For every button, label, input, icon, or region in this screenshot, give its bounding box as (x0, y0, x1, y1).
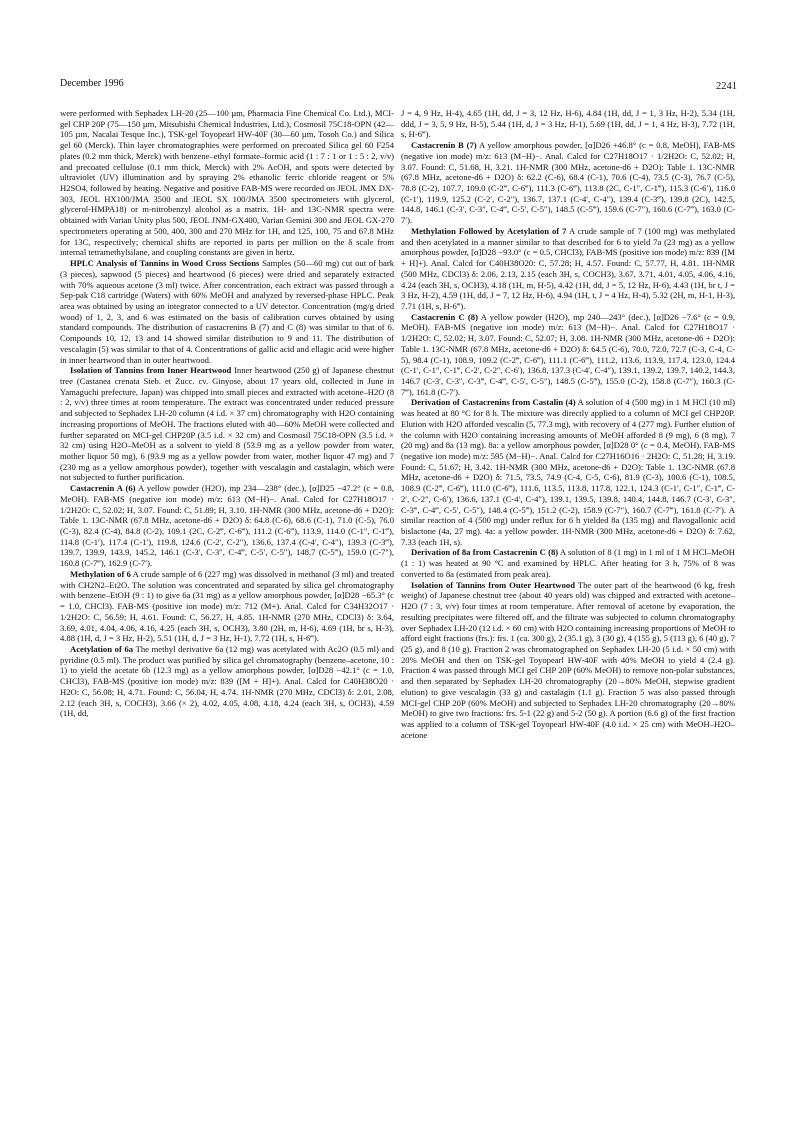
paragraph (401, 547, 735, 579)
paragraph-text: A crude sample of 6 (227 mg) was dissolved in methanol (3 ml) and treated with CH2N2–Et2O. The solution was concentrated and separated by silica gel chromatography with benzene–EtOH (9 : 1) to give 6a (31 mg) as a yellow amorphous powder, [α]D28 −65.3° (c = 1.0, CHCl3). FAB-MS (positive ion mode) m/z: 712 (M+). Anal. Calcd for C34H32O17 · 1/2H2O: C, 56.59; H, 4.61. Found: C, 56.27, H, 4.85. 1H-NMR (270 MHz, CDCl3) δ: 3.64, 3.69, 4.01, 4.04, 4.06, 4.16, 4.25 (each 3H, s, OCH3), 3.80 (2H, m, H-6), 4.69 (1H, br s, H-3), 4.88 (1H, d, J = 3 Hz, H-2), 5.51 (1H, d, J = 3 Hz, H-1), 7.72 (1H, s, H-6‴). (60, 568, 394, 644)
paragraph-text: A solution of 4 (500 mg) in 1 M HCl (10 ml) was heated at 80 °C for 8 h. The mixture was directly applied to a column of MCI gel CHP20P. Elution with H2O afforded vescalin (5, 77.3 mg), with recovery of 4 (277 mg). Further elution of the column with H2O containing increasing amounts of MeOH afforded 8 (9 mg), 6 (8 mg), 7 (20 mg) and 8a (13 mg). 8a: a yellow amorphous powder, [α]D28 0° (c = 0.4, MeOH). FAB-MS (negative ion mode) m/z: 595 (M−H)−. Anal. Calcd for C27H16O16 · 2H2O: C, 51.28; H, 3.19. Found: C, 51.67; H, 3.42. 1H-NMR (300 MHz, acetone-d6 + D2O): Table 1. 13C-NMR (67.8 MHz, acetone-d6 + D2O) δ: 71.5, 73.5, 74.9 (C-4, C-5, C-6), 81.9 (C-3), 100.6 (C-1), 108.5, 108.9 (C-2‴, C-6‴), 111.0 (C-6‴), 111.6, 113.5, 113.8, 117.8, 122.1, 124.3 (C-1′, C-1″, C-1‴, C-2′, C-2″, C-6′), 136.6, 137.1 (C-4′, C-4″), 139.1, 139.5, 139.8, 140.4, 144.8, 146.7 (C-3′, C-3″, C-3‴, C-4‴, C-5′, C-5″), 148.4 (C-5‴), 151.2 (C-2), 158.9 (C-7″), 160.7 (C-7‴), 161.8 (C-7′). A similar reaction of 4 (500 mg) under reflux for 6 h yielded 8a (135 mg) and flavogallonic acid bislactone (4a, 27 mg). 4a: a yellow powder. 1H-NMR (300 MHz, acetone-d6 + D2O) δ: 7.62, 7.33 (each 1H, s). (401, 397, 736, 547)
paragraph-text: were performed with Sephadex LH-20 (25—100 µm, Pharmacia Fine Chemical Co. Ltd.), MCI-gel CHP 20P (75—150 µm, Mitsubishi Chemical Industries, Ltd.), Cosmosil 75C18-OPN (42—105 µm, Nacalai Tesque Inc.), TSK-gel Toyopearl HW-40F (30—60 µm, Tosoh Co.) and Silica gel 60 (Merck). Thin layer chromatographies were performed on precoated Silica gel 60 F254 plates (0.2 mm thick, Merck) with benzene–ethyl formate–formic acid (1 : 7 : 1 or 1 : 5 : 2, v/v) and precoated cellulose (0.1 mm thick, Merck) with 2% AcOH, and spots were detected by ultraviolet (UV) illumination and by spraying 2% ethanolic ferric chloride reagent or 5% H2SO4, followed by heating. Negative and positive FAB-MS were recorded on JEOL JMX DX-303, JEOL HX100/JMA 3500 and JEOL SX 100/JMA 3500 spectrometers with glycerol, glycerol-HMPA18) or m-nitrobenzyl alcohol as a matrix. 1H- and 13C-NMR spectra were obtained with Varian Unity plus 500, JEOL JNM-GX400, Varian Gemini 300 and JEOL GX-270 spectrometers operating at 500, 400, 300 and 270 MHz for 1H, and 125, 100, 75 and 67.8 MHz for 13C, respectively; chemical shifts are reported in parts per million on the δ scale from internal tetramethylsilane, and coupling constants are given in hertz. (60, 108, 394, 258)
paragraph-heading: Derivation of 8a from Castacrenin C (8) (411, 547, 559, 558)
paragraph-heading: HPLC Analysis of Tannins in Wood Cross Sections (70, 258, 260, 269)
paragraph-text: A yellow amorphous powder, [α]D26 +46.8° (c = 0.8, MeOH), FAB-MS (negative ion mode) m/z: 613 (M−H)−. Anal. Calcd for C27H18O17 · 1/2H2O: C, 52.02; H, 3.07. Found: C, 51.68, H, 3.21. 1H-NMR (300 MHz, acetone-d6 + D2O): Table 1. 13C-NMR (67.8 MHz, acetone-d6 + D2O) δ: 62.2 (C-6), 68.4 (C-1), 70.6 (C-4), 73.5 (C-3), 76.7 (C-5), 78.8 (C-2), 107.7, 109.0 (C-2‴, C-6‴), 111.3 (C-6‴), 113.8 (2C, C-1″, C-1‴), 115.3 (C-6′), 116.0 (C-1′), 119.9, 125.2 (C-2′, C-2″), 136.7, 137.1 (C-4′, C-4″), 139.4 (C-3‴), 139.8 (2C), 142.5, 144.8, 146.1 (C-3′, C-3″, C-4‴, C-5′, C-5″), 148.5 (C-5‴), 159.6 (C-7″), 160.6 (C-7‴), 163.0 (C-7′). (401, 140, 735, 226)
paragraph (60, 258, 394, 365)
paragraph-heading: Isolation of Tannins from Inner Heartwood (70, 365, 232, 376)
paragraph-heading: Isolation of Tannins from Outer Heartwood (411, 579, 575, 590)
paragraph (401, 140, 735, 226)
paragraph-heading: Methylation Followed by Acetylation of 7 (411, 225, 567, 236)
page-number: 2241 (716, 81, 737, 92)
paragraph (60, 365, 394, 483)
paragraph-text: The outer part of the heartwood (6 kg, fresh weight) of Japanese chestnut tree (about 40 years old) was chipped and extracted with acetone–H2O (7 : 3, v/v) four times at room temperature. After removal of acetone by evaporation, the resulting precipitates were filtered off, and the filtrate was subjected to column chromatography over Sephadex LH-20 (12 i.d. × 60 cm) with H2O containing increasing proportions of MeOH to afford eight fractions (frs.): frs. 1 (ca. 300 g), 2 (35.1 g), 3 (30 g), 4 (155 g), 5 (113 g), 6 (40 g), 7 (25 g), and 8 (10 g). Fraction 2 was chromatographed on Sephadex LH-20 (5 i.d. × 50 cm) with 20% MeOH and then on TSK-gel Toyopearl HW-40F with 40% MeOH to yield 4 (2.4 g). Fraction 4 was passed through MCI gel CHP 20P (60% MeOH) to remove non-polar substances, and then separated by Sephadex LH-20 chromatography (20→80% MeOH, stepwise gradient elution) to give vescalagin (33 g) and castalagin (1.1 g). Fraction 5 was also passed through MCI-gel CHP 20P (60% MeOH) and subjected to Sephadex LH-20 chromatography (20→80% MeOH) to give two fractions: frs. 5-1 (22 g) and 5-2 (50 g). A portion (6.6 g) of the first fraction was applied to a column of TSK-gel Toyopearl HW-40F (4.0 i.d. × 25 cm) with MeOH–H2O–acetone (401, 579, 735, 740)
paragraph-text: The methyl derivative 6a (12 mg) was acetylated with Ac2O (0.5 ml) and pyridine (0.5 ml). The product was purified by silica gel chromatography (benzene–acetone, 10 : 1) to yield the acetate 6b (12.3 mg) as a yellow amorphous powder, [α]D28 −42.1° (c = 1.0, CHCl3), FAB-MS (positive ion mode) m/z: 839 ([M + H]+). Anal. Calcd for C40H38O20 · H2O: C, 56.08; H, 4.71. Found: C, 56.04, H, 4.74. 1H-NMR (270 MHz, CDCl3) δ: 2.01, 2.08, 2.12 (each 3H, s, COCH3), 3.66 (× 2), 4.02, 4.05, 4.08, 4.18, 4.24 (each 3H, s, OCH3), 4.59 (1H, dd, (60, 643, 394, 719)
paragraph-text: A solution of 8 (1 mg) in 1 ml of 1 M HCl–MeOH (1 : 1) was heated at 90 °C and examined by HPLC. After heating for 3 h, 75% of 8 was converted to 8a (estimated from peak area). (401, 547, 735, 579)
paragraph-heading: Castacrenin A (6) (70, 483, 136, 494)
paragraph-text: J = 4, 9 Hz, H-4), 4.65 (1H, dd, J = 3, 12 Hz, H-6), 4.84 (1H, dd, J = 1, 3 Hz, H-2), 5.34 (1H, ddd, J = 3, 5, 9 Hz, H-5), 5.44 (1H, d, J = 3 Hz, H-1), 5.69 (1H, dd, J = 1, 4 Hz, H-3), 7.72 (1H, s, H-6‴). (401, 108, 735, 140)
paragraph (60, 644, 394, 719)
paragraph (401, 312, 735, 398)
paragraph-heading: Castacrenin C (8) (411, 311, 478, 322)
paragraph-text: A yellow powder (H2O), mp 240—243° (dec.), [α]D26 −7.6° (c = 0.9, MeOH). FAB-MS (negative ion mode) m/z: 613 (M−H)−. Anal. Calcd for C27H18O17 · 1/2H2O: C, 52.02; H, 3.07. Found: C, 52.07; H, 3.08. 1H-NMR (300 MHz, acetone-d6 + D2O): Table 1. 13C-NMR (67.8 MHz, acetone-d6 + D2O) δ: 64.5 (C-6), 70.0, 72.0, 72.7 (C-3, C-4, C-5), 98.4 (C-1), 108.9, 109.2 (C-2‴, C-6‴), 111.1 (C-6‴), 111.2, 113.6, 113.9, 117.4, 123.0, 124.4 (C-1′, C-1″, C-1‴, C-2′, C-2″, C-6′), 136.8, 137.3 (C-4′, C-4″), 139.1, 139.2, 139.7, 140.2, 144.3, 146.7 (C-3′, C-3″, C-3‴, C-4‴, C-5′, C-5″), 148.5 (C-5‴), 155.0 (C-2), 158.8 (C-7″), 160.3 (C-7‴), 161.8 (C-7′). (401, 311, 735, 397)
paragraph-text: A crude sample of 7 (100 mg) was methylated and then acetylated in a manner similar to that described for 6 to yield 7a (23 mg) as a yellow amorphous powder, [α]D28 −93.0° (c = 0.5, CHCl3), FAB-MS (positive ion mode) m/z: 839 ([M + H]+). Anal. Calcd for C40H38O20: C, 57.28; H, 4.57. Found: C, 57.77, H, 4.81. 1H-NMR (500 MHz, CDCl3) δ: 2.06, 2.13, 2.15 (each 3H, s, COCH3), 3.67, 3.71, 4.01, 4.05, 4.06, 4.16, 4.24 (each 3H, s, OCH3), 4.18 (1H, m, H-5), 4.42 (1H, dd, J = 5, 12 Hz, H-6), 4.43 (1H, br t, J = 3 Hz, H-2), 4.59 (1H, dd, J = 7, 12 Hz, H-6), 4.94 (1H, t, J = 4 Hz, H-4), 5.32 (2H, m, H-1, H-3), 7.71 (1H, s, H-6‴). (401, 225, 735, 311)
paragraph (401, 108, 735, 140)
paragraph-text: A yellow powder (H2O), mp 234—238° (dec.), [α]D25 −47.2° (c = 0.8, MeOH). FAB-MS (negative ion mode) m/z: 613 (M−H)−. Anal. Calcd for C27H18O17 · 1/2H2O: C, 52.02; H, 3.07. Found: C, 51.89; H, 3.10. 1H-NMR (300 MHz, acetone-d6 + D2O): Table 1. 13C-NMR (67.8 MHz, acetone-d6 + D2O) δ: 64.8 (C-6), 68.6 (C-1), 71.0 (C-5), 76.0 (C-3), 82.4 (C-4), 84.8 (C-2), 109.1 (2C, C-2‴, C-6‴), 111.2 (C-6‴), 113.9, 114.0 (C-1″, C-1‴), 114.8 (C-1′), 117.4 (C-1′), 119.8, 124.6 (C-2′, C-2″), 136.6, 137.4 (C-4′, C-4″), 139.3 (C-3‴), 139.7, 139.9, 143.9, 145.2, 146.1 (C-3′, C-3″, C-4‴, C-5′, C-5″), 148.7 (C-5‴), 159.0 (C-7″), 160.8 (C-7‴), 162.9 (C-7′). (60, 483, 394, 569)
paragraph (401, 580, 735, 741)
paragraph (401, 397, 735, 547)
paragraph-heading: Castacrenin B (7) (411, 140, 477, 151)
paragraph (401, 226, 735, 312)
journal-date: December 1996 (60, 78, 124, 89)
left-column (60, 108, 394, 719)
paragraph-heading: Methylation of 6 (70, 568, 131, 579)
paragraph (60, 569, 394, 644)
page-header (60, 78, 737, 92)
paragraph (60, 108, 394, 258)
paragraph-text: Inner heartwood (250 g) of Japanese chestnut tree (Castanea crenata Sieb. et Zucc. cv. Ginyose, about 17 years old, collected in June in Yamaguchi prefecture, Japan) was chipped into small pieces and extracted with acetone–H2O (8 : 2, v/v) three times at room temperature. The extract was concentrated under reduced pressure and subjected to Sephadex LH-20 column (4 i.d. × 37 cm) chromatography with H2O containing increasing proportions of MeOH. The fractions eluted with 40—60% MeOH were collected and further separated on MCI-gel CHP20P (3.5 i.d. × 32 cm) and Cosmosil 75C18-OPN (3.5 i.d. × 32 cm) using H2O–MeOH as a solvent to yield 8 (53.9 mg as a yellow powder from water, mother liquor 50 mg), 6 (93.9 mg as a yellow powder from water, mother liquor 47 mg) and 7 (230 mg as a yellow amorphous powder), together with vescalagin and castalagin, which were not subjected to further purification. (60, 365, 394, 483)
right-column (401, 108, 735, 740)
paragraph-heading: Derivation of Castacrenins from Castalin (4) (411, 397, 576, 408)
paragraph (60, 483, 394, 569)
paragraph-heading: Acetylation of 6a (70, 643, 134, 654)
paragraph-text: Samples (50—60 mg) cut out of bark (3 pieces), sapwood (5 pieces) and heartwood (6 pieces) were dried and separately extracted with 70% aqueous acetone (3 ml) twice. After concentration, each extract was passed through a Sep-pak C18 cartridge (Waters) with 60% MeOH and analyzed by reversed-phase HPLC. Peak area was obtained by using an integrator connected to a UV detector. Concentration (mg/g dried wood) of 1, 2, 3, and 6 was estimated on the basis of calibration curves obtained by using standard compounds. The distribution of castacrenins B (7) and C (8) was similar to that of 6. Compounds 10, 12, 13 and 14 showed similar distribution to 9 and 11. The distribution of vescalagin (5) was similar to that of 4. Concentrations of gallic acid and ellagic acid were higher in inner heartwood than in outer heartwood. (60, 258, 394, 365)
